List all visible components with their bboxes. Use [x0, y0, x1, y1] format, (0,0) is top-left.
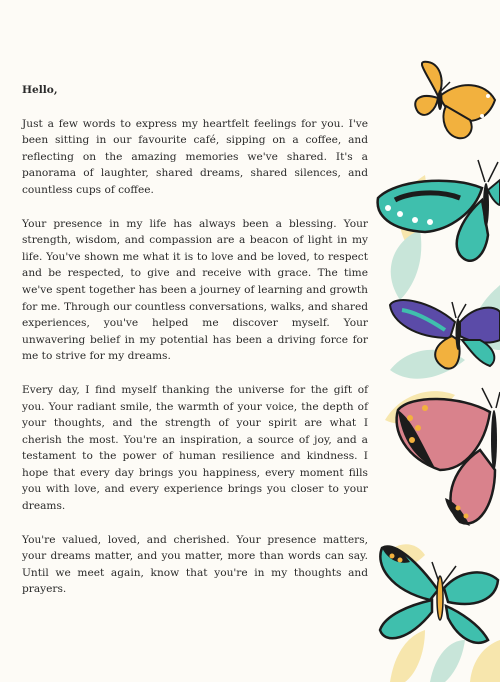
letter-body	[22, 82, 368, 615]
greeting: Hello,	[22, 84, 58, 96]
butterfly-teal-icon	[378, 160, 500, 261]
butterfly-orange-icon	[415, 62, 495, 139]
paragraph-3: Every day, I find myself thanking the universe for the gift of you. Your radiant smile, the warmth of your voice, the depth of your thoughts, and the strength of your spirit are what I cherish the most. You're an inspiration, a source of joy, and a testament to the power of human resilience and kindness. I hope that every day brings you happiness, every moment fills you with love, and every experience brings you closer to your dreams.	[22, 383, 368, 513]
paragraph-2: Your presence in my life has always been a blessing. Your strength, wisdom, and compassion are a beacon of light in my life. You've shown me what it is to love and be loved, to respect and be respected, to give and receive with grace. The time we've spent together has been a journey of learning and growth for me. Through our countless conversations, walks, and shared experiences, you've helped me discover myself. Your unwavering belief in my potential has been a driving force for me to strive for my dreams.	[22, 217, 368, 363]
butterfly-decoration	[370, 0, 500, 682]
butterfly-pink-icon	[397, 388, 500, 526]
paragraph-1: Just a few words to express my heartfelt feelings for you. I've been sitting in our favourite café, sipping on a coffee, and reflecting on the amazing memories we've shared. It's a panorama of laughter, shared dreams, shared silences, and countless cups of coffee.	[22, 117, 368, 196]
paragraph-4: You're valued, loved, and cherished. Your presence matters, your dreams matter, and you matter, more than words can say. Until we meet again, know that you're in my thoughts and prayers.	[22, 533, 368, 596]
butterfly-teal-bottom-icon	[380, 546, 498, 642]
